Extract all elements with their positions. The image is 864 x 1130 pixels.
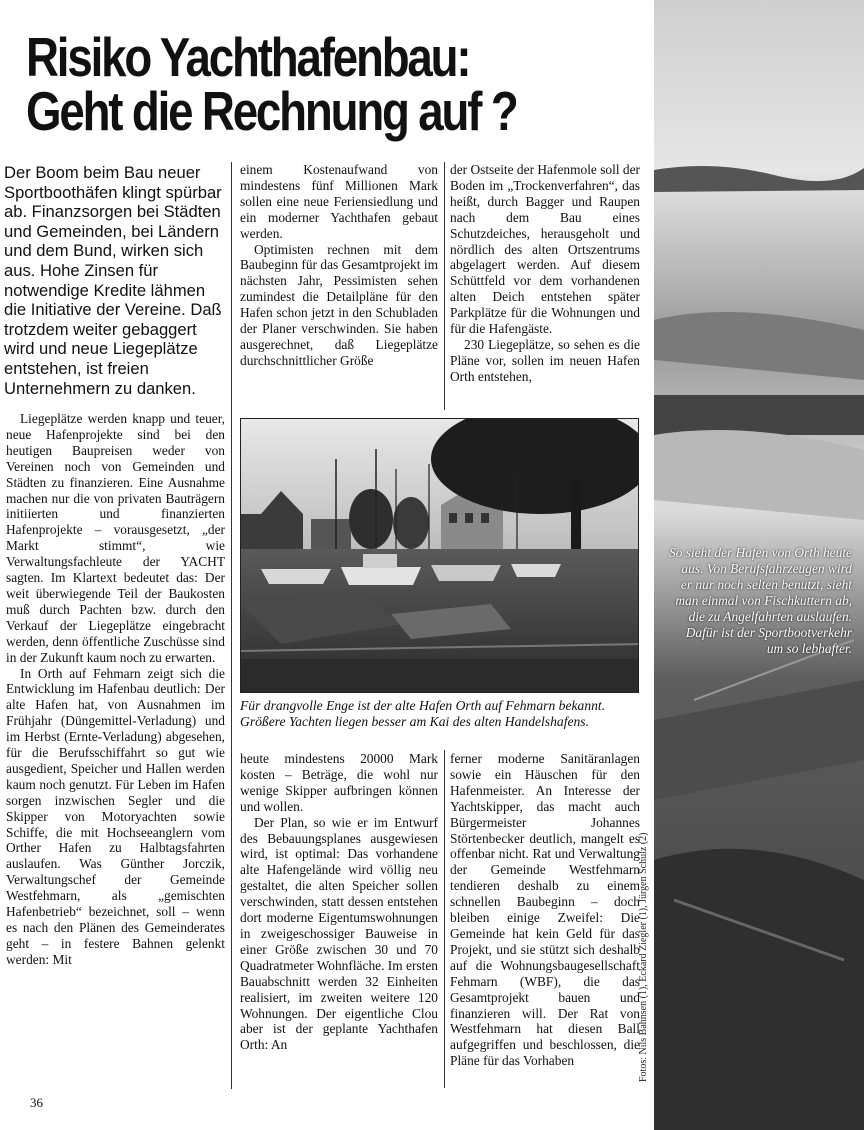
harbor-photo bbox=[240, 418, 639, 693]
column-2-top-paragraph-1: einem Kostenaufwand von mindestens fünf Millionen Mark sollen eine neue Feriensiedlung und ein moderner Yachthafen gebaut werden. bbox=[240, 162, 438, 241]
column-1 bbox=[6, 411, 225, 1091]
column-rule-1 bbox=[231, 162, 232, 1089]
page-number: 36 bbox=[30, 1095, 43, 1110]
column-2-top-paragraph-2: Optimisten rechnen mit dem Baubeginn für das Gesamtprojekt im nächsten Jahr, Pessimisten sehen zumindest die Detailpläne für den Hafen schon jetzt in den Schubladen der Planer verschwinden. Sie haben ausgerechnet, daß Liegeplätze durchschnittlicher Größe bbox=[240, 241, 438, 368]
column-3-top-paragraph-1: der Ostseite der Hafenmole soll der Boden im „Trockenverfahren“, das heißt, durch Bagger und Raupen nach dem Bau eines Schutzdeiches, herausgeholt und nördlich des alten Ortszentrums abgelagert werden. Auf diesem Schüttfeld vor dem vorhandenen alten Deich entstehen später Parkplätze für die Wohnungen und für die Hafengäste. bbox=[450, 162, 640, 337]
column-2-bottom-paragraph-2: Der Plan, so wie er im Entwurf des Bebauungsplanes ausgewiesen wird, ist optimal: Das vorhandene alte Hafengelände wird völlig neu gestaltet, die alten Speicher sollen verschwinden, statt dessen entstehen dort moderne Eigentumswohnungen in zweigeschossiger Bauweise in einer Größe zwischen 30 und 70 Quadratmeter Wohnfläche. Im ersten Bauabschnitt werden 32 Einheiten realisiert, im zweiten weitere 120 Wohnungen. Der eigentliche Clou aber ist der geplante Yachthafen Orth: An bbox=[240, 814, 438, 1053]
side-photo-caption: So sieht der Hafen von Orth heute aus. Von Berufsfahrzeugen wird er nur noch selten benutzt, sieht man einmal von Fischkuttern ab, die zu Angelfahrten auslaufen. Dafür ist der Sportbootverkehr um so lebhafter. bbox=[669, 545, 852, 656]
column-2-top bbox=[240, 162, 438, 410]
harbor-photo-caption: Für drangvolle Enge ist der alte Hafen Orth auf Fehmarn bekannt. Größere Yachten liegen besser am Kai des alten Handelshafens. bbox=[240, 698, 606, 729]
headline-line-1: Risiko Yachthafenbau: bbox=[26, 26, 470, 88]
column-2-bottom-paragraph-1: heute mindestens 20000 Mark kosten – Beträge, die wohl nur wenige Skipper aufbringen können und wollen. bbox=[240, 751, 438, 814]
column-1-paragraph-1: Liegeplätze werden knapp und teuer, neue Hafenprojekte sind bei den heutigen Baupreisen weder von Vereinen noch von Gemeinden und Städten zu finanzieren. Eine Ausnahme machen nur die von privaten Bauträgern initiierten und finanzierten Hafenprojekte – vorausgesetzt, „der Markt stimmt“, wie Verwaltungsfachleute der YACHT sagten. Im Klartext bedeutet das: Der weit überwiegende Teil der Baukosten muß durch Pachten bzw. durch den Verkauf der Liegeplätze eingebracht werden, denn öffentliche Zuschüsse sind in der Zukunft kaum noch zu erwarten. bbox=[6, 411, 225, 665]
column-3-top bbox=[450, 162, 640, 410]
column-3-bottom bbox=[450, 751, 640, 1091]
column-rule-3 bbox=[444, 750, 445, 1088]
photo-credits: Fotos: Nils Bahnsen (1), Eckard Ziegler (1), Jürgen Schulz (2) bbox=[638, 832, 649, 1082]
headline bbox=[26, 26, 541, 142]
harbor-photo-image bbox=[241, 419, 639, 693]
column-rule-2 bbox=[444, 162, 445, 410]
column-3-top-paragraph-2: 230 Liegeplätze, so sehen es die Pläne vor, sollen im neuen Hafen Orth entstehen, bbox=[450, 336, 640, 384]
intro-text: Der Boom beim Bau neuer Sportboothäfen klingt spürbar ab. Finanzsorgen bei Städten und Gemeinden, bei Ländern und dem Bund, wirken sich aus. Hohe Zinsen für notwendige Kredite lähmen die Initiative der Vereine. Daß trotzdem weiter gebaggert wird und neue Liegeplätze entstehen, ist freien Unternehmern zu danken. bbox=[4, 163, 222, 398]
column-2-bottom bbox=[240, 751, 438, 1091]
headline-line-2: Geht die Rechnung auf ? bbox=[26, 80, 517, 142]
column-1-paragraph-2: In Orth auf Fehmarn zeigt sich die Entwicklung im Hafenbau deutlich: Der alte Hafen hat, von Ausnahmen im Frühjahr (Düngemittel-Verladung) und im Herbst (Ernte-Verladung) abgesehen, für die Berufsschiffahrt so gut wie ausgedient, Speicher und Hallen werden kaum noch genutzt. Für Leben im Hafen sorgen inzwischen Segler und die Skipper von Motoryachten sowie Schiffe, die mit Hochseeanglern vom Orther Hafen zu Halbtagsfahrten auslaufen. Was Günther Jorczik, Verwaltungschef der Gemeinde Westfehmarn, als „gemischten Hafenbetrieb“ bezeichnet, soll – wenn es nach den Plänen des Gemeinderates geht – in festere Bahnen gelenkt werden: Mit bbox=[6, 665, 225, 967]
column-3-bottom-paragraph-1: ferner moderne Sanitäranlagen sowie ein Häuschen für den Hafenmeister. An Interesse der Yachtskipper, das macht auch Bürgermeister Johannes Störtenbecker deutlich, mangelt es offenbar nicht. Rat und Verwaltung der Gemeinde Westfehmarn tendieren deshalb zu einem schnellen Baubeginn – doch bleiben einige Zweifel: Die Gemeinde hat kein Geld für das Projekt, und sie stützt sich deshalb auf die Wohnungsbaugesellschaft Fehmarn (WBF), die das Gesamtprojekt bauen und finanzieren will. Der Rat von Westfehmarn hat diesen Ball aufgegriffen und beschlossen, die Pläne für das Vorhaben bbox=[450, 751, 640, 1069]
